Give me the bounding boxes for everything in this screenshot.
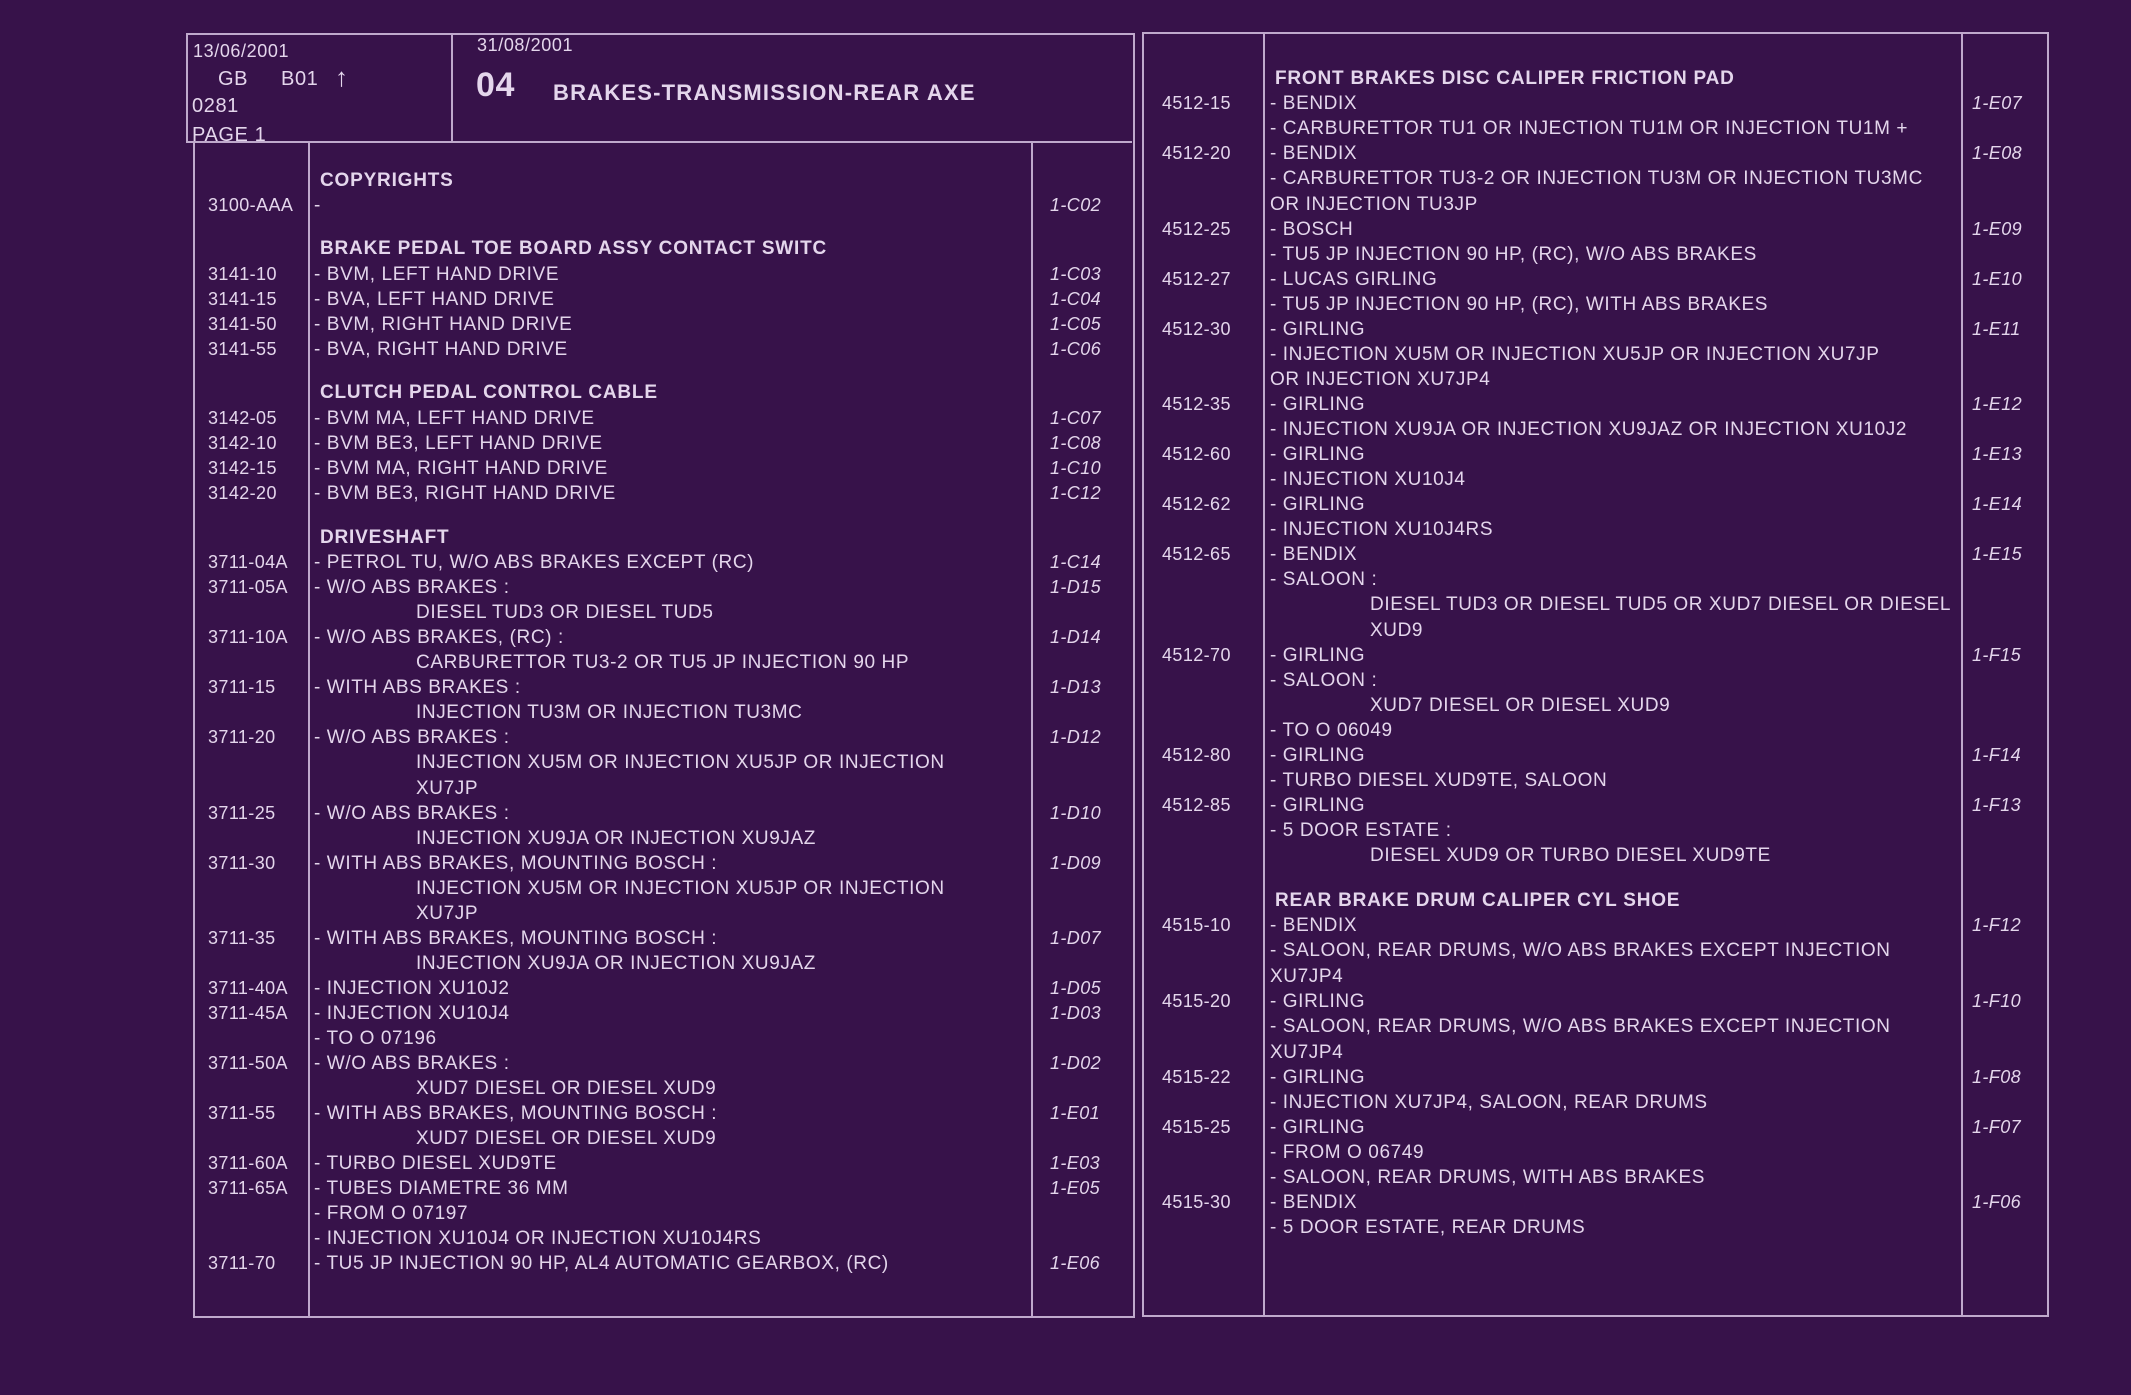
header-code-0281: 0281	[192, 95, 239, 117]
left-ref-divider	[1031, 141, 1033, 1318]
part-code: 4512-85	[1162, 795, 1231, 815]
section-heading: COPYRIGHTS	[320, 170, 454, 191]
part-description: - INJECTION XU9JA OR INJECTION XU9JAZ OR INJECTION XU10J2	[1270, 419, 1908, 440]
plate-reference: 1-E08	[1972, 143, 2023, 163]
frame-right-bottom	[1142, 1315, 2049, 1317]
part-description: - TURBO DIESEL XUD9TE	[314, 1153, 557, 1174]
part-description: - FROM O 07197	[314, 1203, 469, 1224]
part-code: 4515-25	[1162, 1117, 1231, 1137]
part-description: - WITH ABS BRAKES, MOUNTING BOSCH :	[314, 1103, 718, 1124]
header-code-b01: B01	[281, 68, 319, 90]
plate-reference: 1-F15	[1972, 645, 2022, 665]
section-heading: FRONT BRAKES DISC CALIPER FRICTION PAD	[1275, 68, 1735, 89]
part-description: - BVM BE3, LEFT HAND DRIVE	[314, 433, 603, 454]
plate-reference: 1-C14	[1050, 552, 1102, 572]
part-detail: CARBURETTOR TU3-2 OR TU5 JP INJECTION 90 HP	[416, 652, 910, 673]
plate-reference: 1-F08	[1972, 1067, 2022, 1087]
part-description: - INJECTION XU10J4	[1270, 469, 1466, 490]
plate-reference: 1-E05	[1050, 1178, 1101, 1198]
part-code: 4512-30	[1162, 319, 1231, 339]
right-ref-divider	[1961, 33, 1963, 1317]
part-description: - W/O ABS BRAKES :	[314, 1053, 510, 1074]
part-detail: INJECTION XU5M OR INJECTION XU5JP OR INJECTION	[416, 878, 945, 899]
part-description: - INJECTION XU10J4RS	[1270, 519, 1494, 540]
part-detail: XUD7 DIESEL OR DIESEL XUD9	[1370, 695, 1671, 716]
part-description: - BENDIX	[1270, 915, 1358, 936]
part-description: - GIRLING	[1270, 745, 1366, 766]
part-description: - BVM BE3, RIGHT HAND DRIVE	[314, 483, 616, 504]
frame-right-outer	[2047, 32, 2049, 1317]
part-description: - WITH ABS BRAKES, MOUNTING BOSCH :	[314, 853, 718, 874]
part-description: - FROM O 06749	[1270, 1142, 1425, 1163]
part-code: 3711-25	[208, 803, 276, 823]
part-code: 3711-10A	[208, 627, 288, 647]
header-divider	[451, 33, 453, 143]
center-divider-a	[1133, 33, 1135, 1318]
part-description: - W/O ABS BRAKES, (RC) :	[314, 627, 564, 648]
section-heading: DRIVESHAFT	[320, 527, 450, 548]
part-description: - INJECTION XU10J4	[314, 1003, 510, 1024]
part-code: 3141-55	[208, 339, 277, 359]
section-number: 04	[476, 66, 516, 104]
part-description: - GIRLING	[1270, 1067, 1366, 1088]
plate-reference: 1-E13	[1972, 444, 2023, 464]
part-description: - INJECTION XU10J4 OR INJECTION XU10J4RS	[314, 1228, 762, 1249]
plate-reference: 1-C12	[1050, 483, 1102, 503]
plate-reference: 1-D02	[1050, 1053, 1102, 1073]
plate-reference: 1-D09	[1050, 853, 1102, 873]
part-description: - BENDIX	[1270, 1192, 1358, 1213]
part-code: 4512-80	[1162, 745, 1231, 765]
part-code: 3142-10	[208, 433, 277, 453]
part-code: 3711-20	[208, 727, 276, 747]
plate-reference: 1-C07	[1050, 408, 1102, 428]
plate-reference: 1-C06	[1050, 339, 1102, 359]
plate-reference: 1-D07	[1050, 928, 1102, 948]
part-description: - BENDIX	[1270, 143, 1358, 164]
part-description-continued: XU7JP4	[1270, 966, 1344, 987]
part-description: - SALOON, REAR DRUMS, W/O ABS BRAKES EXCEPT INJECTION	[1270, 1016, 1891, 1037]
part-description: - TU5 JP INJECTION 90 HP, (RC), WITH ABS BRAKES	[1270, 294, 1769, 315]
plate-reference: 1-D15	[1050, 577, 1102, 597]
part-code: 3141-15	[208, 289, 277, 309]
part-description-continued: XU7JP4	[1270, 1042, 1344, 1063]
part-description: - TURBO DIESEL XUD9TE, SALOON	[1270, 770, 1608, 791]
part-code: 4512-60	[1162, 444, 1231, 464]
part-code: 4512-25	[1162, 219, 1231, 239]
part-detail: XUD9	[1370, 620, 1424, 641]
plate-reference: 1-D05	[1050, 978, 1102, 998]
part-detail: XUD7 DIESEL OR DIESEL XUD9	[416, 1128, 717, 1149]
plate-reference: 1-E14	[1972, 494, 2023, 514]
part-code: 4512-27	[1162, 269, 1231, 289]
center-divider-b	[1142, 33, 1144, 1317]
part-code: 3711-35	[208, 928, 276, 948]
header-date-1: 13/06/2001	[193, 41, 290, 61]
plate-reference: 1-C08	[1050, 433, 1102, 453]
part-code: 4512-35	[1162, 394, 1231, 414]
part-code: 3142-05	[208, 408, 277, 428]
plate-reference: 1-F12	[1972, 915, 2022, 935]
frame-right-top	[1142, 32, 2048, 34]
part-detail: DIESEL TUD3 OR DIESEL TUD5 OR XUD7 DIESEL OR DIESEL	[1370, 594, 1952, 615]
part-description-continued: OR INJECTION XU7JP4	[1270, 369, 1491, 390]
left-code-divider	[308, 143, 310, 1318]
part-code: 3711-05A	[208, 577, 288, 597]
part-description: - GIRLING	[1270, 494, 1366, 515]
part-code: 4515-10	[1162, 915, 1231, 935]
part-code: 3142-15	[208, 458, 277, 478]
part-description: - W/O ABS BRAKES :	[314, 577, 510, 598]
part-description: - CARBURETTOR TU1 OR INJECTION TU1M OR INJECTION TU1M +	[1270, 118, 1909, 139]
part-description: - 5 DOOR ESTATE :	[1270, 820, 1452, 841]
plate-reference: 1-D14	[1050, 627, 1102, 647]
part-description: - GIRLING	[1270, 394, 1366, 415]
plate-reference: 1-C02	[1050, 195, 1102, 215]
part-description: - GIRLING	[1270, 795, 1366, 816]
plate-reference: 1-D10	[1050, 803, 1102, 823]
part-code: 4515-30	[1162, 1192, 1231, 1212]
plate-reference: 1-D13	[1050, 677, 1102, 697]
part-description: - SALOON :	[1270, 569, 1378, 590]
part-detail: INJECTION XU9JA OR INJECTION XU9JAZ	[416, 953, 816, 974]
plate-reference: 1-F10	[1972, 991, 2022, 1011]
plate-reference: 1-D12	[1050, 727, 1102, 747]
plate-reference: 1-F13	[1972, 795, 2022, 815]
header-code-gb: GB	[218, 68, 249, 90]
part-description: - BVA, RIGHT HAND DRIVE	[314, 339, 568, 360]
part-code: 3711-04A	[208, 552, 288, 572]
part-code: 3711-45A	[208, 1003, 288, 1023]
part-description: - SALOON, REAR DRUMS, WITH ABS BRAKES	[1270, 1167, 1705, 1188]
part-description: - TO O 07196	[314, 1028, 437, 1049]
part-detail: DIESEL XUD9 OR TURBO DIESEL XUD9TE	[1370, 845, 1771, 866]
part-description: - SALOON :	[1270, 670, 1378, 691]
plate-reference: 1-F14	[1972, 745, 2022, 765]
part-code: 3711-65A	[208, 1178, 288, 1198]
part-description: - SALOON, REAR DRUMS, W/O ABS BRAKES EXCEPT INJECTION	[1270, 940, 1891, 961]
part-description: - INJECTION XU7JP4, SALOON, REAR DRUMS	[1270, 1092, 1708, 1113]
part-description: - 5 DOOR ESTATE, REAR DRUMS	[1270, 1217, 1586, 1238]
part-code: 4512-62	[1162, 494, 1231, 514]
part-description: - GIRLING	[1270, 444, 1366, 465]
plate-reference: 1-E10	[1972, 269, 2023, 289]
part-description: - BVM MA, LEFT HAND DRIVE	[314, 408, 595, 429]
part-code: 3711-60A	[208, 1153, 288, 1173]
part-detail: INJECTION XU5M OR INJECTION XU5JP OR INJECTION	[416, 752, 945, 773]
part-description: - BVM, LEFT HAND DRIVE	[314, 264, 560, 285]
part-description: - TO O 06049	[1270, 720, 1393, 741]
part-description: - GIRLING	[1270, 319, 1366, 340]
part-description: - CARBURETTOR TU3-2 OR INJECTION TU3M OR INJECTION TU3MC	[1270, 168, 1923, 189]
plate-reference: 1-E11	[1972, 319, 2021, 339]
section-title: BRAKES-TRANSMISSION-REAR AXE	[553, 80, 976, 105]
part-description: - BVM, RIGHT HAND DRIVE	[314, 314, 573, 335]
part-description: - GIRLING	[1270, 645, 1366, 666]
part-code: 4515-22	[1162, 1067, 1231, 1087]
part-description: - W/O ABS BRAKES :	[314, 803, 510, 824]
part-code: 3141-10	[208, 264, 277, 284]
section-heading: BRAKE PEDAL TOE BOARD ASSY CONTACT SWITC	[320, 238, 828, 259]
part-code: 3141-50	[208, 314, 277, 334]
part-description: - BVM MA, RIGHT HAND DRIVE	[314, 458, 608, 479]
plate-reference: 1-E09	[1972, 219, 2023, 239]
part-code: 3711-40A	[208, 978, 288, 998]
part-description-continued: OR INJECTION TU3JP	[1270, 194, 1478, 215]
frame-left-top	[186, 33, 1134, 35]
part-detail: XU7JP	[416, 903, 479, 924]
part-code: 4512-20	[1162, 143, 1231, 163]
part-code: 3711-50A	[208, 1053, 288, 1073]
frame-left-outer-lower	[193, 143, 195, 1318]
part-description: - INJECTION XU10J2	[314, 978, 510, 999]
part-code: 3711-55	[208, 1103, 276, 1123]
header-page: PAGE 1	[192, 124, 267, 146]
frame-left-outer	[186, 33, 188, 143]
frame-left-bottom	[193, 1316, 1135, 1318]
plate-reference: 1-F06	[1972, 1192, 2022, 1212]
part-description: - WITH ABS BRAKES, MOUNTING BOSCH :	[314, 928, 718, 949]
plate-reference: 1-E07	[1972, 93, 2023, 113]
part-description: - PETROL TU, W/O ABS BRAKES EXCEPT (RC)	[314, 552, 755, 573]
plate-reference: 1-E12	[1972, 394, 2023, 414]
part-detail: INJECTION XU9JA OR INJECTION XU9JAZ	[416, 828, 816, 849]
part-description: - BENDIX	[1270, 544, 1358, 565]
part-detail: XU7JP	[416, 778, 479, 799]
part-code: 4512-65	[1162, 544, 1231, 564]
part-description: - BENDIX	[1270, 93, 1358, 114]
part-code: 3711-30	[208, 853, 276, 873]
header-date-2: 31/08/2001	[477, 35, 574, 55]
plate-reference: 1-C10	[1050, 458, 1102, 478]
part-description: - GIRLING	[1270, 1117, 1366, 1138]
plate-reference: 1-E15	[1972, 544, 2023, 564]
section-heading: CLUTCH PEDAL CONTROL CABLE	[320, 382, 658, 403]
plate-reference: 1-E06	[1050, 1253, 1101, 1273]
part-detail: DIESEL TUD3 OR DIESEL TUD5	[416, 602, 714, 623]
section-heading: REAR BRAKE DRUM CALIPER CYL SHOE	[1275, 890, 1681, 911]
plate-reference: 1-D03	[1050, 1003, 1102, 1023]
part-description: -	[314, 195, 321, 216]
part-code: 4512-15	[1162, 93, 1231, 113]
up-arrow-icon: ↑	[335, 62, 349, 92]
part-description: - WITH ABS BRAKES :	[314, 677, 521, 698]
part-description: - BVA, LEFT HAND DRIVE	[314, 289, 555, 310]
plate-reference: 1-C04	[1050, 289, 1102, 309]
part-detail: XUD7 DIESEL OR DIESEL XUD9	[416, 1078, 717, 1099]
part-code: 3711-15	[208, 677, 276, 697]
part-code: 3100-AAA	[208, 195, 294, 215]
plate-reference: 1-E01	[1050, 1103, 1101, 1123]
part-description: - GIRLING	[1270, 991, 1366, 1012]
plate-reference: 1-C03	[1050, 264, 1102, 284]
part-description: - LUCAS GIRLING	[1270, 269, 1438, 290]
plate-reference: 1-C05	[1050, 314, 1102, 334]
part-description: - W/O ABS BRAKES :	[314, 727, 510, 748]
part-description: - INJECTION XU5M OR INJECTION XU5JP OR INJECTION XU7JP	[1270, 344, 1880, 365]
header-bottom	[186, 141, 1132, 143]
part-description: - TU5 JP INJECTION 90 HP, AL4 AUTOMATIC GEARBOX, (RC)	[314, 1253, 889, 1274]
part-description: - TUBES DIAMETRE 36 MM	[314, 1178, 569, 1199]
part-code: 3711-70	[208, 1253, 276, 1273]
part-detail: INJECTION TU3M OR INJECTION TU3MC	[416, 702, 803, 723]
part-description: - BOSCH	[1270, 219, 1354, 240]
right-code-divider	[1263, 33, 1265, 1317]
plate-reference: 1-E03	[1050, 1153, 1101, 1173]
part-code: 3142-20	[208, 483, 277, 503]
plate-reference: 1-F07	[1972, 1117, 2022, 1137]
part-code: 4515-20	[1162, 991, 1231, 1011]
part-description: - TU5 JP INJECTION 90 HP, (RC), W/O ABS BRAKES	[1270, 244, 1757, 265]
part-code: 4512-70	[1162, 645, 1231, 665]
